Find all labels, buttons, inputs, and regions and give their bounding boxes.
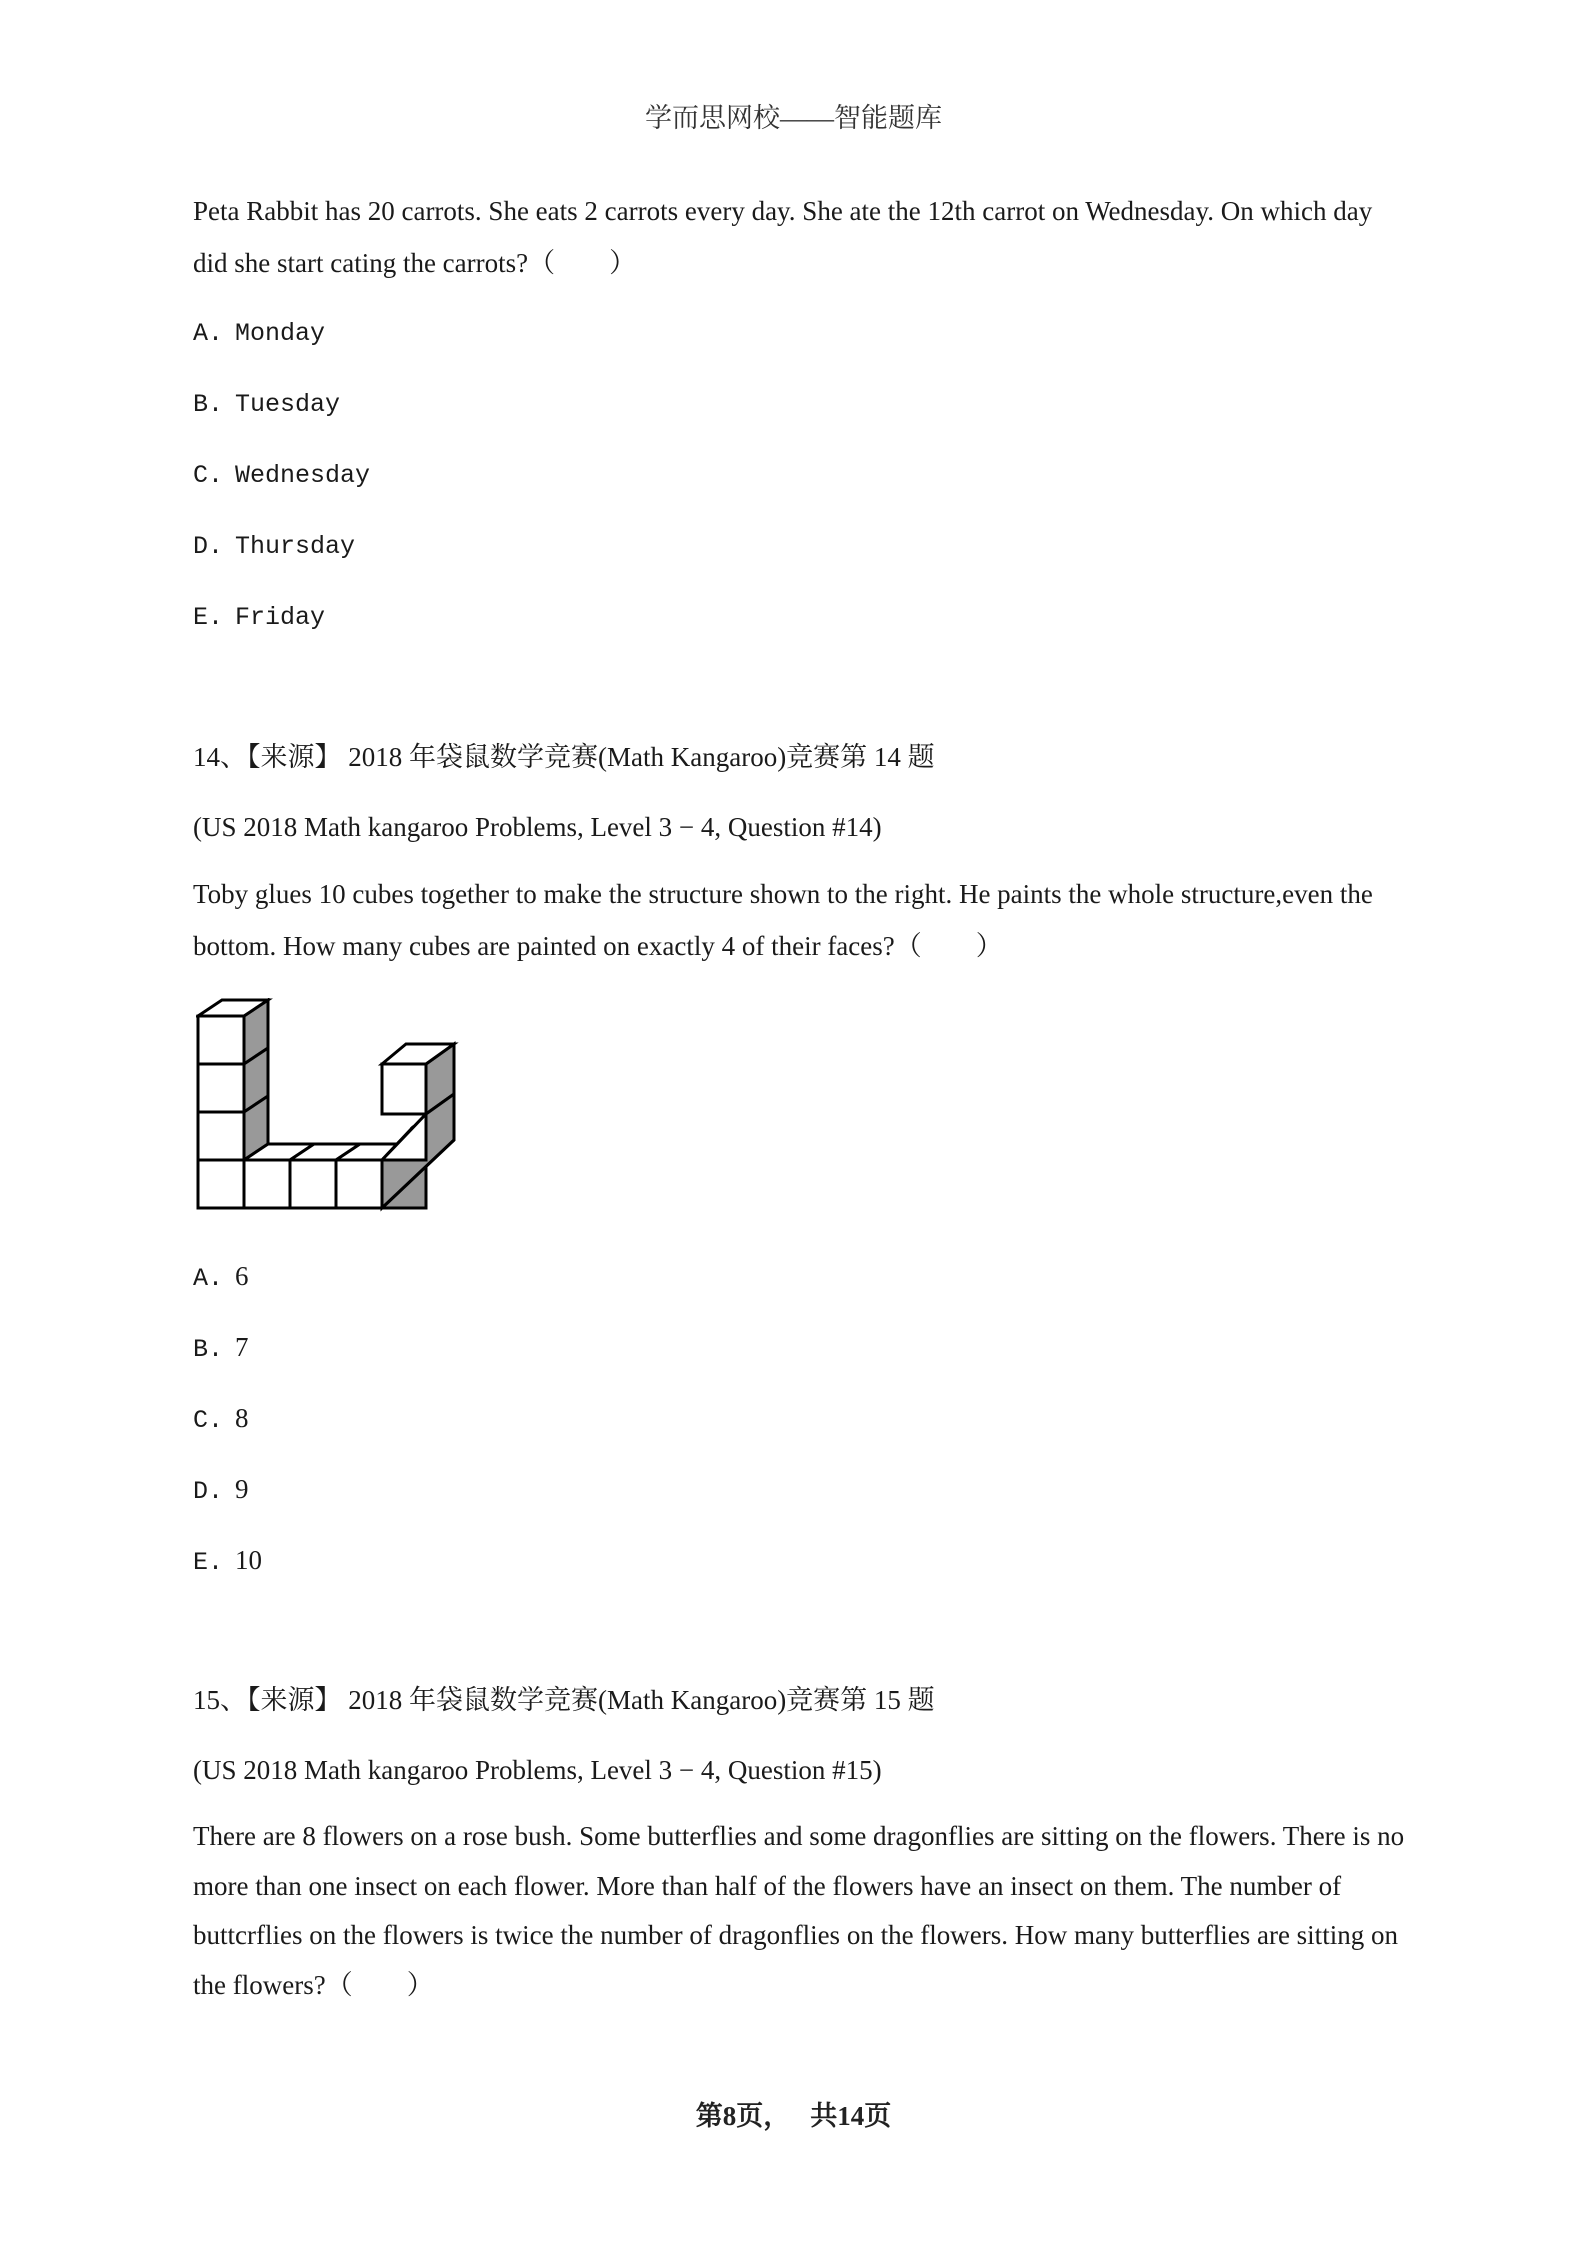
option-text: Thursday [235, 532, 356, 561]
q14-option-a[interactable] [193, 1260, 249, 1295]
option-letter: A. [193, 319, 224, 348]
q13-option-d[interactable] [193, 531, 355, 563]
q15-source: 15、【来源】 2018 年袋鼠数学竞赛(Math Kangaroo)竞赛第 15 题 [193, 1685, 935, 1715]
option-letter: C. [193, 1406, 224, 1435]
q15-reference: (US 2018 Math kangaroo Problems, Level 3 − 4, Question #15) [193, 1755, 882, 1785]
cube-top-face [382, 1114, 426, 1160]
q13-option-b[interactable] [193, 389, 340, 421]
option-text: 10 [235, 1545, 262, 1575]
cube-front-face [336, 1160, 382, 1208]
option-letter: D. [193, 1477, 224, 1506]
q14-source: 14、【来源】 2018 年袋鼠数学竞赛(Math Kangaroo)竞赛第 14 题 [193, 742, 935, 772]
page-number: 第8页， [695, 2101, 791, 2131]
cube-front-face [198, 1160, 244, 1208]
option-letter: B. [193, 1335, 224, 1364]
option-letter: A. [193, 1264, 224, 1293]
option-text: Friday [235, 603, 326, 632]
option-letter: E. [193, 603, 224, 632]
cube-front-face [244, 1160, 290, 1208]
option-letter: C. [193, 461, 224, 490]
q13-option-c[interactable] [193, 460, 370, 492]
q14-question-text: Toby glues 10 cubes together to make the structure shown to the right. He paints the whole structure,even the bottom. How many cubes are painted on exactly 4 of their faces?（ ） [193, 879, 1373, 961]
option-text: 9 [235, 1474, 249, 1504]
option-letter: E. [193, 1548, 224, 1577]
q14-option-d[interactable] [193, 1473, 249, 1508]
cube-structure-figure [196, 998, 466, 1218]
option-letter: B. [193, 390, 224, 419]
cube-front-face [198, 1016, 244, 1064]
page-footer [0, 2094, 1587, 2133]
option-text: Monday [235, 319, 326, 348]
q13-option-e[interactable] [193, 602, 325, 634]
q14-option-b[interactable] [193, 1331, 249, 1366]
q14-reference: (US 2018 Math kangaroo Problems, Level 3 − 4, Question #14) [193, 812, 882, 842]
option-text: 6 [235, 1261, 249, 1291]
option-text: 8 [235, 1403, 249, 1433]
option-letter: D. [193, 532, 224, 561]
cube-front-face [290, 1160, 336, 1208]
page-total: 共14页 [810, 2101, 892, 2131]
page-header-title: 学而思网校——智能题库 [645, 103, 942, 133]
cube-front-face [382, 1064, 426, 1114]
q13-option-a[interactable] [193, 318, 325, 350]
q13-question-text: Peta Rabbit has 20 carrots. She eats 2 carrots every day. She ate the 12th carrot on Wednesday. On which day did she start cating the carrots?（ ） [193, 196, 1373, 278]
q14-option-e[interactable] [193, 1544, 262, 1579]
q15-question-text: There are 8 flowers on a rose bush. Some butterflies and some dragonflies are sitting on the flowers. There is no more than one insect on each flower. More than half of the flowers have an insect on them. The number of buttcrflies on the flowers is twice the number of dragonflies on the flowers. How many butterflies are sitting on the flowers?（ ） [193, 1821, 1405, 2000]
cube-front-face [198, 1112, 244, 1160]
q14-option-c[interactable] [193, 1402, 249, 1437]
option-text: 7 [235, 1332, 249, 1362]
option-text: Tuesday [235, 390, 341, 419]
option-text: Wednesday [235, 461, 371, 490]
cube-front-face [198, 1064, 244, 1112]
